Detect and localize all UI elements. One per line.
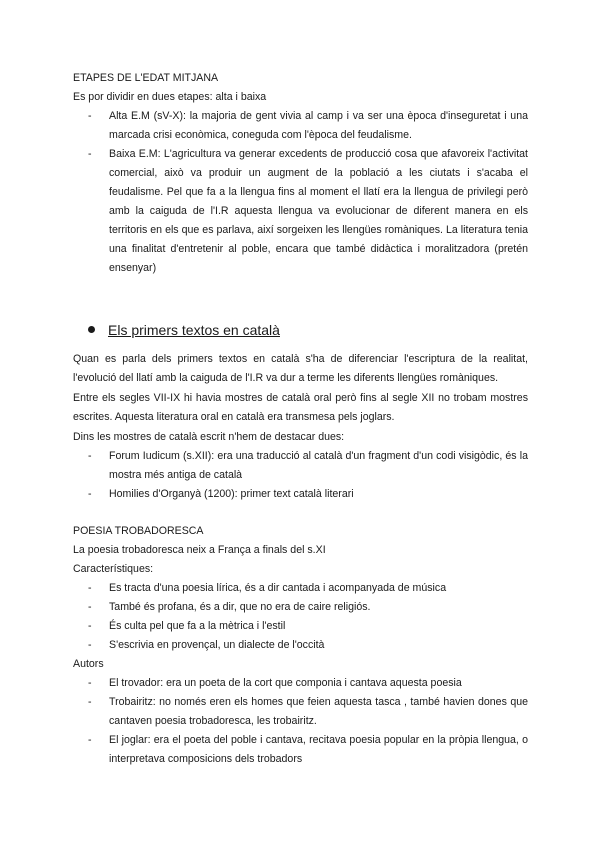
authors-label: Autors [73,658,104,670]
authors-list [88,674,528,769]
section-heading-text: Els primers textos en català [108,322,280,338]
list-item-text: Es tracta d'una poesia lírica, és a dir cantada i acompanyada de música [109,582,447,594]
list-item-text: El joglar: era el poeta del poble i cantava, recitava poesia popular en la pròpia llengua, o interpretava composicions dels trobadors [109,734,528,765]
list-item [88,447,528,485]
list-item-text: El trovador: era un poeta de la cort que componia i cantava aquesta poesia [109,677,462,689]
section-heading-primers-textos [88,320,280,340]
dash-marker: - [88,639,92,651]
list-item [88,107,528,145]
list-item [88,617,528,636]
dash-marker: - [88,488,92,500]
characteristics-list [88,579,528,655]
list-item-text: Forum Iudicum (s.XII): era una traducció al català d'un fragment d'un codi visigòdic, és la mostra més antiga de català [109,450,528,481]
dash-marker: - [88,450,92,462]
list-item-text: També és profana, és a dir, que no era de caire religiós. [109,601,371,613]
bullet-icon [88,326,95,333]
paragraph: Entre els segles VII-IX hi havia mostres de català oral però fins al segle XII no trobam mostres escrites. Aquesta literatura oral en català era transmesa pels joglars. [73,392,528,423]
list-item-text: És culta pel que fa a la mètrica i l'estil [109,620,286,632]
list-item [88,636,528,655]
section-intro: Dins les mostres de català escrit n'hem de destacar dues: [73,431,345,443]
dash-marker: - [88,696,92,708]
characteristics-label: Característiques: [73,563,154,575]
section-intro: La poesia trobadoresca neix a França a finals del s.XI [73,544,326,556]
list-item-text: Alta E.M (sV-X): la majoria de gent vivia al camp i va ser una època d'inseguretat i una marcada crisi econòmica, coneguda com l'època del feudalisme. [109,110,528,141]
list-item-text: Homilies d'Organyà (1200): primer text català literari [109,488,354,500]
list-item-text: Trobairitz: no només eren els homes que feien aquesta tasca , també havien dones que cantaven poesia trobadoresca, les trobairitz. [109,696,528,727]
dash-marker: - [88,677,92,689]
dash-marker: - [88,601,92,613]
dash-marker: - [88,582,92,594]
list-item [88,485,528,504]
dash-marker: - [88,734,92,746]
list-item [88,598,528,617]
etapes-list [88,107,528,278]
section-intro: Es por dividir en dues etapes: alta i baixa [73,91,267,103]
list-item-text: S'escrivia en provençal, un dialecte de l'occità [109,639,325,651]
paragraph: Quan es parla dels primers textos en català s'ha de diferenciar l'escriptura de la realitat, l'evolució del llatí amb la caiguda de l'I.R va dur a terme les diferents llengües romàniques. [73,353,528,384]
section-heading-poesia: POESIA TROBADORESCA [73,525,204,537]
dash-marker: - [88,620,92,632]
list-item [88,731,528,769]
list-item [88,693,528,731]
list-item [88,674,528,693]
dash-marker: - [88,148,92,160]
dash-marker: - [88,110,92,122]
list-item [88,145,528,278]
mostres-list [88,447,528,504]
list-item-text: Baixa E.M: L'agricultura va generar excedents de producció cosa que afavoreix l'activitat comercial, això va produir un augment de la població a les ciutats i s'acaba el feudalisme. Pel que fa a la llengua fins al moment el llatí era la llengua de privilegi però amb la caiguda de l'I.R aquesta llengua va evolucionar de diferent manera en els territoris en els que es parlava, així sorgeixen les llengües romàniques. La literatura tenia una finalitat d'entretenir al poble, encara que també didàctica i moralitzadora (pretén ensenyar) [109,148,528,274]
section-heading-etapes: ETAPES DE L'EDAT MITJANA [73,72,219,84]
list-item [88,579,528,598]
